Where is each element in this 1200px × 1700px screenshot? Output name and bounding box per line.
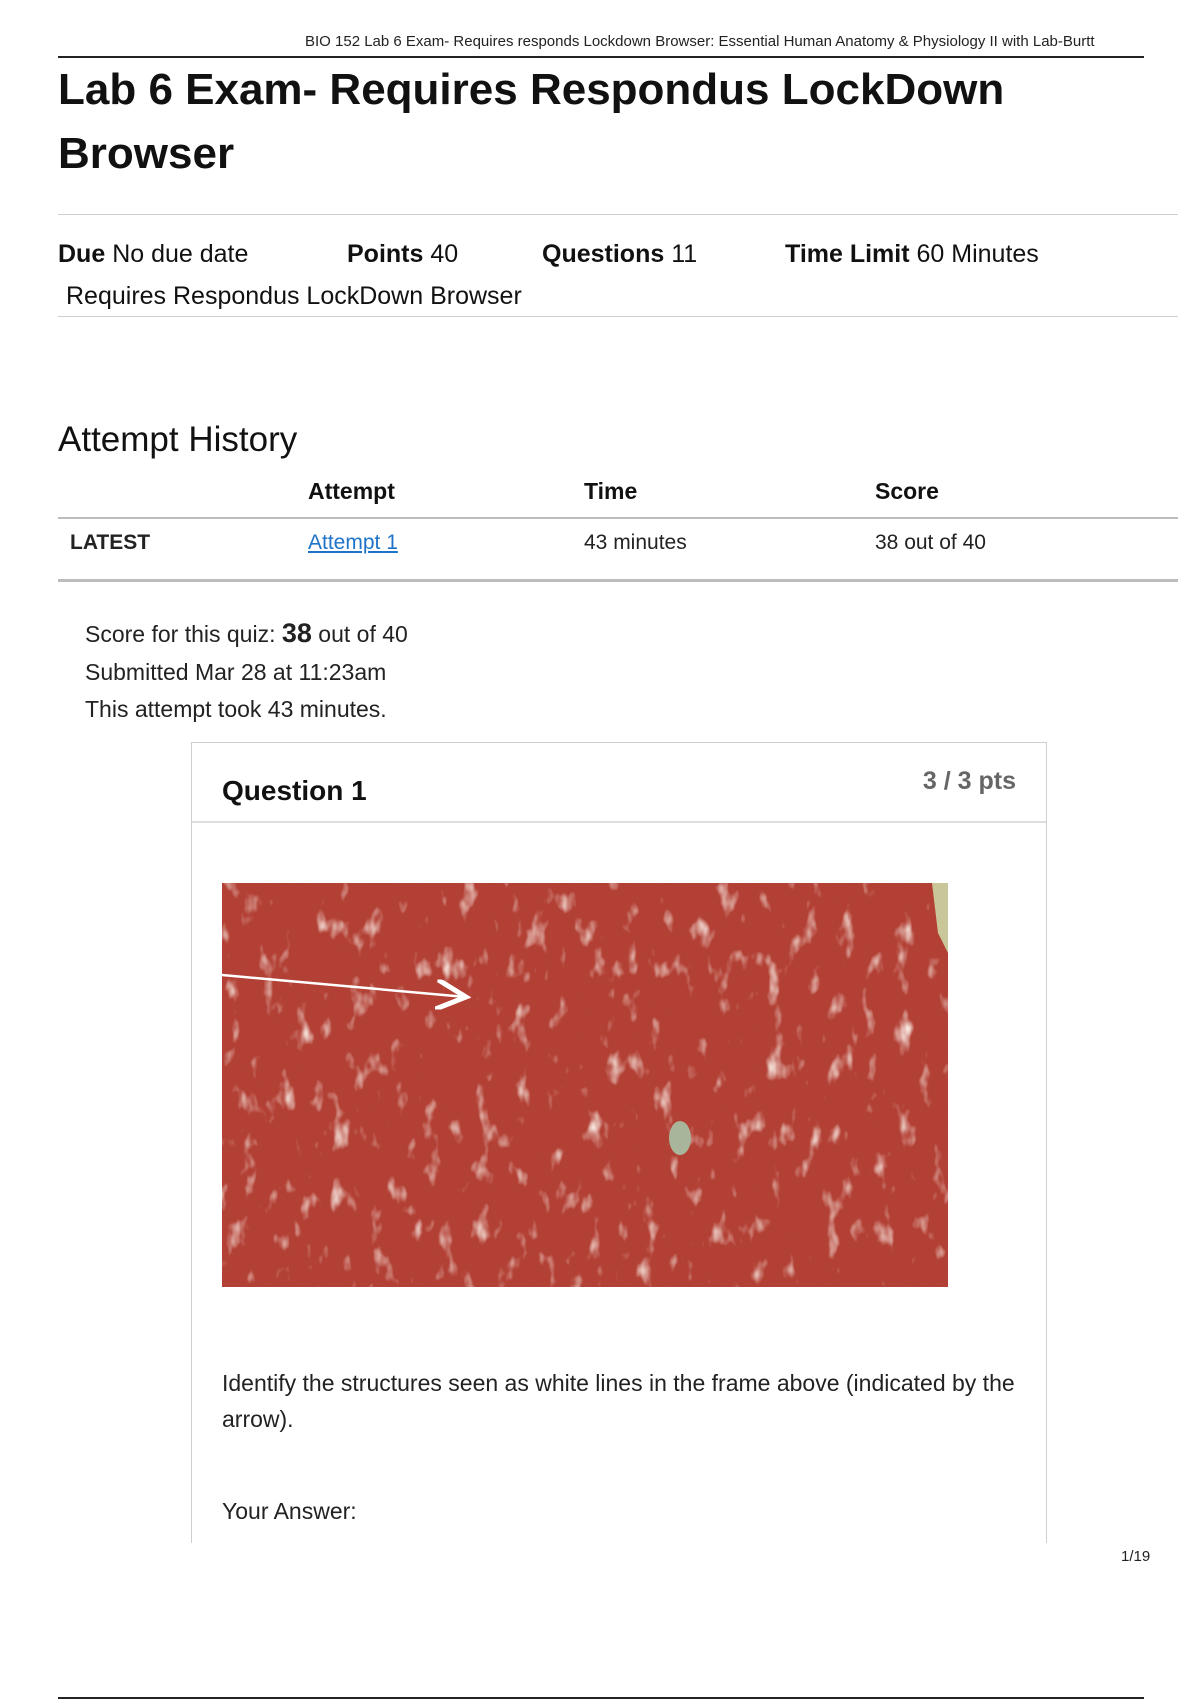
points-info xyxy=(347,240,458,269)
question-points: 3 / 3 pts xyxy=(922,767,1016,795)
divider xyxy=(58,316,1178,317)
question-card xyxy=(191,742,1047,1543)
questions-info xyxy=(542,240,697,269)
central-vein xyxy=(669,1121,691,1155)
time-limit-label: Time Limit xyxy=(785,240,910,268)
footer-divider xyxy=(58,1697,1144,1699)
question-title: Question 1 xyxy=(222,775,367,806)
attempt-link[interactable]: Attempt 1 xyxy=(308,531,398,554)
due-label: Due xyxy=(58,240,106,268)
tissue-sinusoids xyxy=(222,883,948,1287)
time-cell: 43 minutes xyxy=(584,531,687,554)
questions-label: Questions xyxy=(542,240,665,268)
due-value: No due date xyxy=(112,240,249,268)
score-cell: 38 out of 40 xyxy=(875,531,986,554)
score-suffix: out of 40 xyxy=(318,621,408,647)
points-label: Points xyxy=(347,240,424,268)
lockdown-requirement: Requires Respondus LockDown Browser xyxy=(66,282,522,310)
time-limit-value: 60 Minutes xyxy=(916,240,1039,268)
points-value: 40 xyxy=(430,240,459,268)
table-header-divider xyxy=(58,517,1178,519)
due-info xyxy=(58,240,248,269)
divider xyxy=(58,214,1178,215)
score-prefix: Score for this quiz: xyxy=(85,621,276,647)
question-header xyxy=(192,743,1046,823)
column-header-time: Time xyxy=(584,478,638,504)
submitted-line: Submitted Mar 28 at 11:23am xyxy=(85,659,387,685)
question-image xyxy=(222,883,948,1287)
quiz-score-line xyxy=(85,618,408,649)
question-text: Identify the structures seen as white lines in the frame above (indicated by the arrow). xyxy=(222,1370,1015,1432)
column-header-attempt: Attempt xyxy=(308,478,395,504)
table-bottom-divider xyxy=(58,579,1178,582)
duration-line: This attempt took 43 minutes. xyxy=(85,696,387,722)
latest-tag: LATEST xyxy=(70,531,151,554)
page-number: 1/19 xyxy=(1121,1548,1151,1565)
time-limit-info xyxy=(785,240,1039,269)
running-header: BIO 152 Lab 6 Exam- Requires responds Lockdown Browser: Essential Human Anatomy & Physiology II with Lab-Burtt xyxy=(305,33,1095,50)
answer-label: Your Answer: xyxy=(222,1498,357,1524)
score-value: 38 xyxy=(281,618,312,648)
attempt-history-title: Attempt History xyxy=(58,420,298,459)
column-header-score: Score xyxy=(875,478,939,504)
page-title: Lab 6 Exam- Requires Respondus LockDown Browser xyxy=(58,65,1005,178)
attempt-cell xyxy=(308,531,398,555)
questions-value: 11 xyxy=(671,240,698,268)
